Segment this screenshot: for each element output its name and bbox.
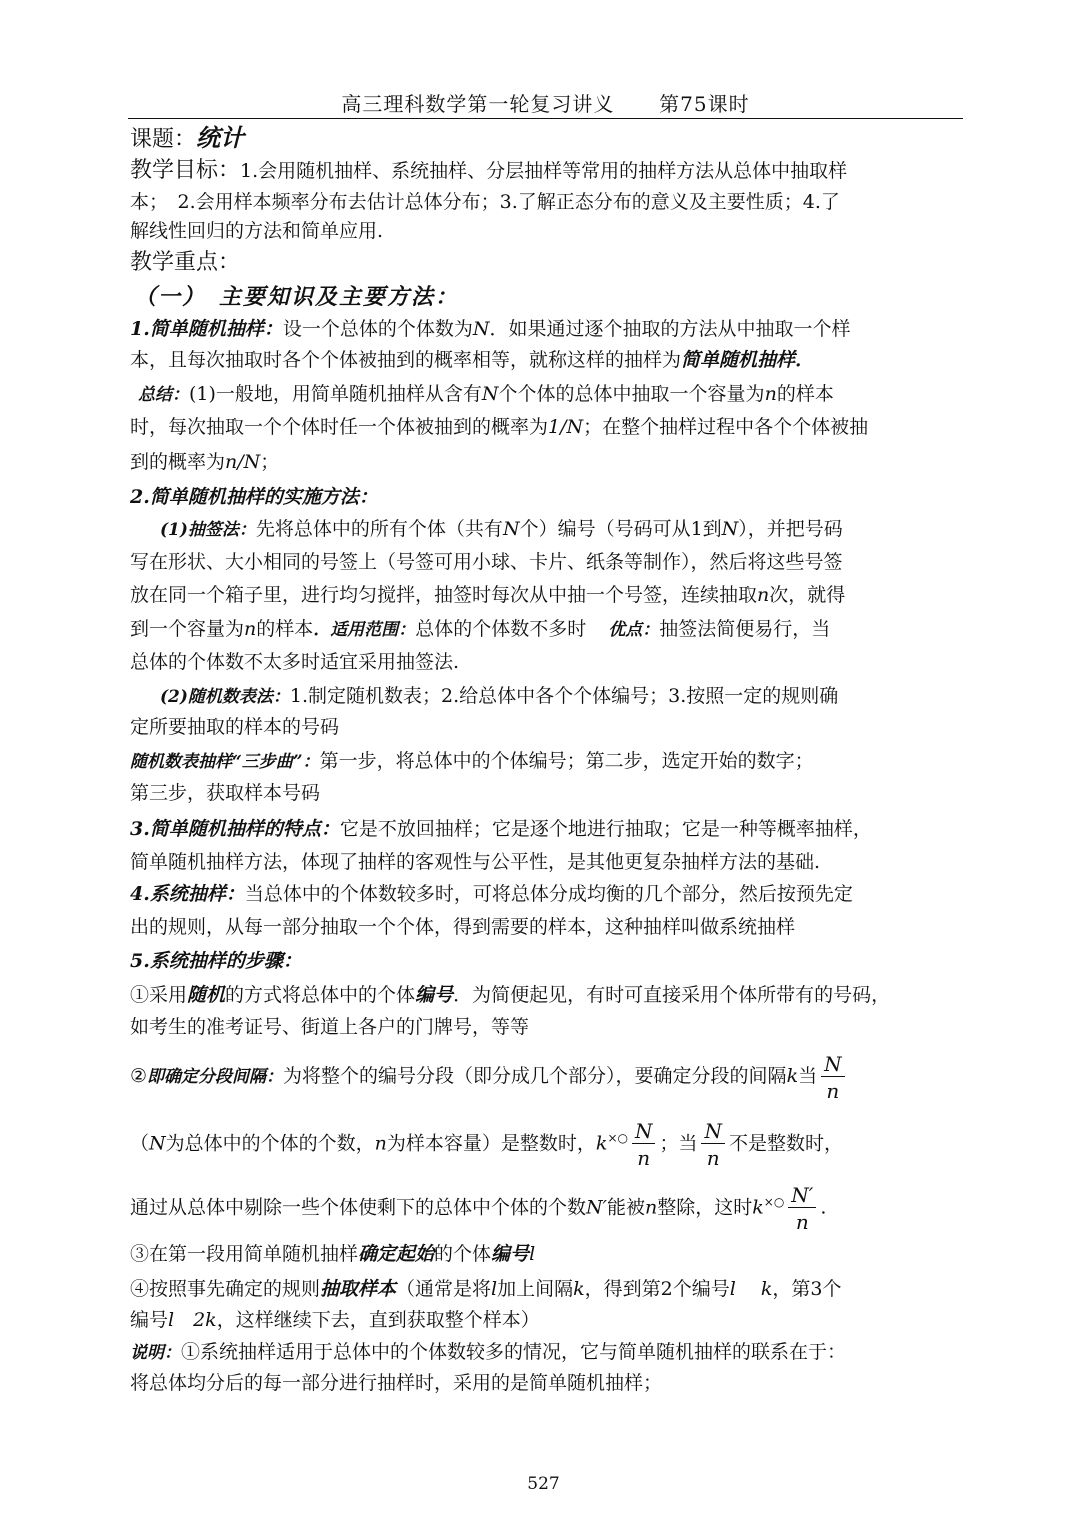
fraction-numerator: N <box>632 1121 656 1144</box>
p4-text-1: 当总体中的个体数较多时，可将总体分成均衡的几个部分，然后按预先定 <box>244 883 853 905</box>
step2-var-n: n <box>374 1132 387 1155</box>
topic-line <box>130 121 962 157</box>
summary-text-1a: (1)一般地，用简单随机抽样从含有 <box>189 383 482 405</box>
lottery-line-2: 写在形状、大小相同的号签上（号签可用小球、卡片、纸条等制作），然后将这些号签 <box>130 551 843 573</box>
p4-heading: 4.系统抽样： <box>130 883 245 905</box>
lottery-line-4 <box>130 612 962 647</box>
step4-text-e: ，得到第2个编号 <box>584 1278 730 1300</box>
p4-line-1 <box>130 877 962 911</box>
step2-var-k: k <box>786 1065 799 1087</box>
note-line-1 <box>130 1335 962 1370</box>
step1-line-1 <box>130 978 962 1012</box>
lottery-line-1 <box>130 512 962 547</box>
step2-text-end: . <box>820 1196 827 1219</box>
threestep-label: 随机数表抽样“三步曲”： <box>130 752 320 772</box>
lottery-text-3a: 放在同一个箱子里，进行均匀搅拌，抽签时每次从中抽一个号签，连续抽取 <box>130 584 758 606</box>
step2-line-3 <box>130 1174 962 1235</box>
step3-line <box>130 1237 962 1271</box>
lottery-line-5: 总体的个体数不太多时适宜采用抽签法. <box>130 651 460 673</box>
summary-var-n: n <box>764 383 777 405</box>
step2-var-k-3: k <box>752 1196 764 1219</box>
lottery-advantage-text: 抽签法简便易行，当 <box>659 618 831 640</box>
goals-line-2: 本； 2.会用样本频率分布去估计总体分布；3.了解正态分布的意义及主要性质；4.了 <box>130 191 840 213</box>
p1-text-b: ．如果通过逐个抽取的方法从中抽取一个样 <box>489 318 851 340</box>
p3-line-2: 简单随机抽样方法，体现了抽样的客观性与公平性，是其他更复杂抽样方法的基础. <box>130 851 821 873</box>
step2-text-l2d: ；当 <box>659 1132 698 1155</box>
step2-var-k-2: k <box>595 1132 608 1155</box>
lottery-var-n-2: n <box>244 618 257 640</box>
lottery-scope-label: ．适用范围： <box>313 620 416 640</box>
p5-heading: 5.系统抽样的步骤： <box>130 950 302 972</box>
step1-text-e: ．为简便起见，有时可直接采用个体所带有的号码， <box>453 984 891 1006</box>
step1-line-2: 如考生的准考证号、街道上各户的门牌号，等等 <box>130 1016 530 1038</box>
step2-var-n-2: n <box>644 1196 658 1219</box>
step2-line-2 <box>130 1110 962 1171</box>
p2-heading: 2.简单随机抽样的实施方法： <box>130 486 378 508</box>
randtable-line-2: 定所要抽取的样本的号码 <box>130 716 340 738</box>
lottery-text-1b: 个）编号（号码可从1到 <box>519 518 722 540</box>
step3-var-l: l <box>529 1243 536 1265</box>
step2-eq-mark-2: ×○ <box>763 1195 785 1209</box>
step4-line-2 <box>130 1303 962 1337</box>
p1-line-1 <box>130 312 962 346</box>
step4-line-1 <box>130 1272 962 1306</box>
summary-fraction-n-over-N: n/N <box>225 451 261 473</box>
lottery-text-1a: 先将总体中的所有个体（共有 <box>255 518 503 540</box>
step2-text-l2a: （ <box>130 1132 150 1155</box>
lottery-var-n: n <box>757 584 770 606</box>
lottery-label: (1)抽签法： <box>160 520 256 540</box>
summary-text-1b: 个个体的总体中抽取一个容量为 <box>498 383 765 405</box>
lottery-advantage-label: 优点： <box>608 620 660 640</box>
step2-var-Nprime: N′ <box>586 1196 607 1219</box>
lottery-var-N: N <box>502 518 520 540</box>
goals-line-1 <box>130 154 962 188</box>
p1-line2-text: 本，且每次抽取时各个个体被抽到的概率相等，就称这样的抽样为 <box>130 349 682 371</box>
step2-line-1 <box>130 1048 962 1105</box>
header-divider <box>128 118 963 119</box>
p3-text-1: 它是不放回抽样；它是逐个地进行抽取；它是一种等概率抽样， <box>339 818 872 840</box>
step2-text-l2b: 为总体中的个体的个数， <box>165 1132 375 1155</box>
summary-fraction-1-over-N: 1/N <box>548 416 584 438</box>
note-text-1: ①系统抽样适用于总体中的个体数较多的情况，它与简单随机抽样的联系在于： <box>181 1341 847 1363</box>
fraction-numerator: N′ <box>788 1185 816 1208</box>
step2-text-l3c: 整除，这时 <box>657 1196 753 1219</box>
randtable-label: (2)随机数表法： <box>160 687 290 707</box>
threestep-text-1: 第一步，将总体中的个体编号；第二步，选定开始的数字； <box>319 750 814 772</box>
summary-text-1c: 的样本 <box>776 383 834 405</box>
p3-line-1 <box>130 812 962 846</box>
summary-text-2a: 时，每次抽取一个个体时任一个体被抽到的概率为 <box>130 416 549 438</box>
threestep-line-1 <box>130 744 962 779</box>
randtable-line-1 <box>130 679 962 714</box>
summary-line-1 <box>130 377 962 412</box>
p1-line-2 <box>130 343 962 377</box>
step2-eq-mark: ×○ <box>607 1131 628 1145</box>
fraction-Nprime-over-n <box>788 1182 816 1234</box>
fraction-denominator: n <box>826 1078 840 1103</box>
threestep-line-2: 第三步，获取样本号码 <box>130 782 321 804</box>
p1-term: 简单随机抽样． <box>681 349 815 371</box>
header-title: 高三理科数学第一轮复习讲义 <box>341 92 615 116</box>
goals-line-3: 解线性回归的方法和简单应用. <box>130 220 384 242</box>
note-line-2: 将总体均分后的每一部分进行抽样时，采用的是简单随机抽样； <box>130 1372 663 1394</box>
step2-text-l2e: 不是整数时， <box>728 1132 843 1155</box>
step4-var-k: k <box>573 1278 585 1300</box>
step2-text-l3a: 通过从总体中剔除一些个体使剩下的总体中个体的个数 <box>130 1196 587 1219</box>
lottery-var-N-2: N <box>721 518 739 540</box>
lottery-text-1c: ），并把号码 <box>738 518 843 540</box>
step4-expr-1: l k <box>729 1278 773 1300</box>
step2-text-l2c: 为样本容量）是整数时， <box>386 1132 596 1155</box>
p1-var-N: N <box>472 318 490 340</box>
fraction-N-over-n <box>821 1051 845 1103</box>
step4-text-f: ，第3个 <box>772 1278 842 1300</box>
lottery-text-3b: 次，就得 <box>769 584 846 606</box>
step2-text-c: 为将整个的编号分段（即分成几个部分），要确定分段的间隔 <box>283 1065 787 1087</box>
step4-text-l2a: 编号 <box>130 1309 169 1331</box>
p4-line-2: 出的规则，从每一部分抽取一个个体，得到需要的样本，这种抽样叫做系统抽样 <box>130 916 796 938</box>
summary-text-3b: ； <box>260 451 280 473</box>
goals-label: 教学目标： <box>130 158 241 183</box>
step2-var-N: N <box>149 1132 166 1155</box>
step1-emph-random: 随机 <box>187 984 226 1006</box>
fraction-denominator: n <box>637 1145 651 1170</box>
step3-text-c: 的个体 <box>434 1243 492 1265</box>
step4-expr-2: l 2k <box>168 1309 217 1331</box>
p1-heading: 1.简单随机抽样： <box>130 318 283 340</box>
step2-text-a: ② <box>130 1065 148 1087</box>
randtable-text-1: 1.制定随机数表；2.给总体中各个个体编号；3.按照一定的规则确 <box>289 685 839 707</box>
lottery-scope-text: 总体的个体数不多时 <box>415 618 587 640</box>
step2-text-d: 当 <box>798 1065 818 1087</box>
summary-text-3a: 到的概率为 <box>130 451 226 473</box>
p3-heading: 3.简单随机抽样的特点： <box>130 818 340 840</box>
header-lesson: 第75课时 <box>659 92 750 116</box>
step1-text-c: 的方式将总体中的个体 <box>225 984 416 1006</box>
summary-label: 总结： <box>138 385 189 405</box>
step2-emph: 即确定分段间隔： <box>147 1067 284 1087</box>
step4-var-l: l <box>491 1278 498 1300</box>
page-number: 527 <box>527 1474 560 1494</box>
step1-text-a: ①采用 <box>130 984 188 1006</box>
fraction-N-over-n-2 <box>632 1118 656 1170</box>
note-label: 说明： <box>130 1343 181 1363</box>
step3-emph-number: 编号 <box>491 1243 530 1265</box>
fraction-denominator: n <box>706 1145 720 1170</box>
lottery-line-3 <box>130 578 962 612</box>
step4-text-c: （通常是将 <box>396 1278 492 1300</box>
summary-var-N: N <box>481 383 499 405</box>
page-header <box>128 88 963 120</box>
summary-text-2b: ；在整个抽样过程中各个个体被抽 <box>583 416 869 438</box>
focus-label: 教学重点： <box>130 250 241 275</box>
step4-text-d: 加上间隔 <box>497 1278 574 1300</box>
fraction-denominator: n <box>795 1209 809 1234</box>
step4-text-l2b: ，这样继续下去，直到获取整个样本） <box>216 1309 540 1331</box>
section-title: （一） 主要知识及主要方法： <box>134 284 460 310</box>
lottery-text-4b: 的样本 <box>256 618 314 640</box>
step3-text-a: ③在第一段用简单随机抽样 <box>130 1243 359 1265</box>
fraction-numerator: N <box>821 1054 845 1077</box>
step1-emph-number: 编号 <box>415 984 454 1006</box>
step4-text-a: ④按照事先确定的规则 <box>130 1278 321 1300</box>
topic-name: 统计 <box>196 123 245 152</box>
fraction-N-over-n-3 <box>701 1118 725 1170</box>
step3-emph-start: 确定起始 <box>358 1243 435 1265</box>
topic-label: 课题： <box>130 127 197 152</box>
fraction-numerator: N <box>701 1121 725 1144</box>
lottery-text-4a: 到一个容量为 <box>130 618 245 640</box>
step2-text-l3b: 能被 <box>606 1196 645 1219</box>
summary-line-3 <box>130 445 962 479</box>
p1-text-a: 设一个总体的个体数为 <box>282 318 473 340</box>
summary-line-2 <box>130 410 962 444</box>
goals-text-1: 1.会用随机抽样、系统抽样、分层抽样等常用的抽样方法从总体中抽取样 <box>240 160 848 182</box>
step4-emph: 抽取样本 <box>320 1278 397 1300</box>
